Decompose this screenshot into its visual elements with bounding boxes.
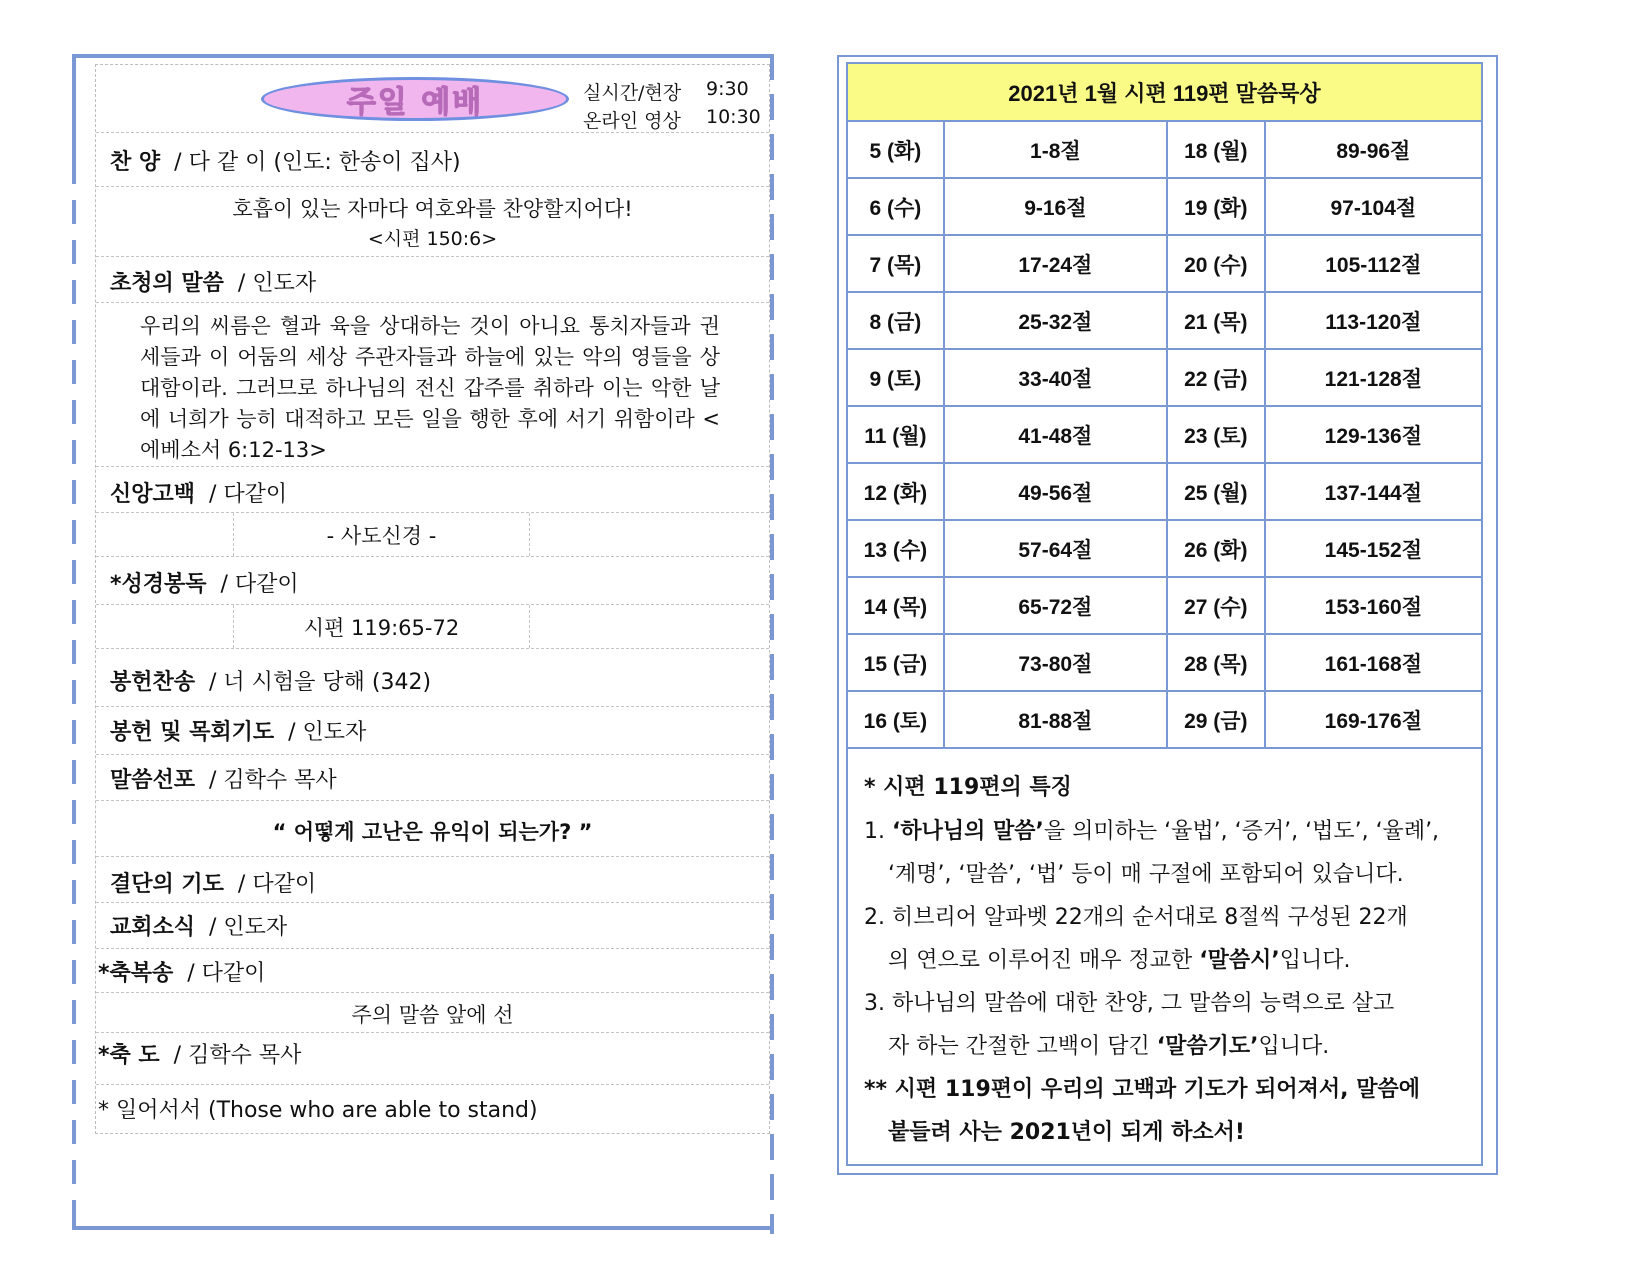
note-3-end: 입니다. [1258, 1034, 1330, 1059]
verse-ref: <시편 150:6> [367, 228, 498, 250]
verses-cell: 41-48절 [944, 406, 1167, 463]
item-detail: / 김학수 목사 [209, 768, 337, 793]
order-item-creed [96, 513, 769, 557]
verses-cell: 57-64절 [944, 520, 1167, 577]
worship-panel-edge [770, 54, 774, 1234]
verses-cell: 161-168절 [1265, 634, 1482, 691]
item-detail: / 너 시험을 당해 (342) [209, 670, 432, 695]
day-cell: 18 (월) [1167, 121, 1265, 178]
order-item-praise [96, 133, 769, 187]
day-cell: 11 (월) [847, 406, 944, 463]
item-detail: / 인도자 [237, 271, 317, 296]
notes-title: * 시편 119편의 특징 [864, 775, 1072, 800]
order-item-decision-prayer [96, 857, 769, 903]
item-name: *축 도 [98, 1043, 160, 1068]
order-item-benediction [96, 1033, 769, 1085]
worship-header [96, 65, 769, 133]
order-item-scripture [96, 605, 769, 649]
item-name: 신앙고백 [110, 482, 196, 507]
order-item-sermon [96, 755, 769, 801]
time-label-live: 실시간/현장 [583, 82, 682, 104]
worship-panel-dash-edge [72, 160, 76, 1200]
schedule-body [847, 121, 1482, 748]
day-cell: 28 (목) [1167, 634, 1265, 691]
item-name: 초청의 말씀 [110, 271, 224, 296]
verses-cell: 33-40절 [944, 349, 1167, 406]
verses-cell: 153-160절 [1265, 577, 1482, 634]
worship-order [95, 64, 770, 1134]
item-name: 결단의 기도 [110, 872, 224, 897]
schedule-row [847, 406, 1482, 463]
note-3-line-2 [864, 1025, 1474, 1068]
verses-cell: 49-56절 [944, 463, 1167, 520]
verses-cell: 9-16절 [944, 178, 1167, 235]
schedule-row [847, 121, 1482, 178]
verse-text: 호흡이 있는 자마다 여호와를 찬양할지어다! [232, 197, 633, 221]
order-item-offering-prayer [96, 707, 769, 755]
item-name: 봉헌찬송 [110, 670, 196, 695]
note-2-line-2 [864, 939, 1474, 982]
schedule-row [847, 463, 1482, 520]
note-1-number: 1. [864, 819, 885, 844]
schedule-row [847, 577, 1482, 634]
item-detail: / 인도자 [209, 915, 288, 940]
day-cell: 8 (금) [847, 292, 944, 349]
verses-cell: 81-88절 [944, 691, 1167, 748]
day-cell: 9 (토) [847, 349, 944, 406]
schedule-title: 2021년 1월 시편 119편 말씀묵상 [847, 63, 1482, 121]
day-cell: 14 (목) [847, 577, 944, 634]
scripture-ref: 시편 119:65-72 [233, 605, 530, 648]
item-detail: / 인도자 [288, 720, 367, 745]
note-1-line-2: ‘계명’, ‘말씀’, ‘법’ 등이 매 구절에 포함되어 있습니다. [888, 862, 1404, 887]
order-item-verse [96, 187, 769, 257]
closing-prayer-line-2: 붙들려 사는 2021년이 되게 하소서! [888, 1120, 1245, 1145]
day-cell: 26 (화) [1167, 520, 1265, 577]
schedule-row [847, 691, 1482, 748]
item-name: 찬 양 [110, 150, 161, 175]
verses-cell: 145-152절 [1265, 520, 1482, 577]
item-name: *축복송 [98, 961, 174, 986]
order-item-reading [96, 557, 769, 605]
order-item-announcements [96, 903, 769, 949]
verses-cell: 1-8절 [944, 121, 1167, 178]
order-footnote [96, 1085, 769, 1133]
verses-cell: 25-32절 [944, 292, 1167, 349]
schedule-row [847, 178, 1482, 235]
verses-cell: 89-96절 [1265, 121, 1482, 178]
schedule-row [847, 634, 1482, 691]
verses-cell: 137-144절 [1265, 463, 1482, 520]
note-1-bold: ‘하나님의 말씀’ [892, 819, 1044, 844]
day-cell: 12 (화) [847, 463, 944, 520]
verses-cell: 73-80절 [944, 634, 1167, 691]
day-cell: 29 (금) [1167, 691, 1265, 748]
verses-cell: 17-24절 [944, 235, 1167, 292]
creed-name: - 사도신경 - [233, 513, 530, 556]
day-cell: 19 (화) [1167, 178, 1265, 235]
note-1-line-1 [864, 810, 1474, 853]
psalm-notes [864, 770, 1474, 1154]
day-cell: 15 (금) [847, 634, 944, 691]
note-1-text: 을 의미하는 ‘율법’, ‘증거’, ‘법도’, ‘율례’, [1043, 819, 1440, 844]
schedule-row [847, 235, 1482, 292]
note-3-bold: ‘말씀기도’ [1156, 1034, 1259, 1059]
order-item-offering-hymn [96, 649, 769, 707]
day-cell: 23 (토) [1167, 406, 1265, 463]
note-2-end: 입니다. [1279, 948, 1351, 973]
item-detail: / 다같이 [187, 961, 266, 986]
note-3-line-1: 3. 하나님의 말씀에 대한 찬양, 그 말씀의 능력으로 살고 [864, 991, 1395, 1016]
order-item-song-title [96, 993, 769, 1033]
time-label-online: 온라인 영상 [583, 110, 681, 132]
order-item-blessing-song [96, 949, 769, 993]
day-cell: 13 (수) [847, 520, 944, 577]
verses-cell: 65-72절 [944, 577, 1167, 634]
verses-cell: 169-176절 [1265, 691, 1482, 748]
day-cell: 7 (목) [847, 235, 944, 292]
item-detail: / 다같이 [209, 482, 288, 507]
sermon-title: “ 어떻게 고난은 유익이 되는가? ” [272, 820, 593, 844]
schedule-row [847, 349, 1482, 406]
verses-cell: 129-136절 [1265, 406, 1482, 463]
order-item-invitation [96, 257, 769, 303]
stand-footnote: * 일어서서 (Those who are able to stand) [98, 1098, 538, 1123]
day-cell: 6 (수) [847, 178, 944, 235]
day-cell: 27 (수) [1167, 577, 1265, 634]
day-cell: 5 (화) [847, 121, 944, 178]
order-item-confession [96, 467, 769, 513]
blessing-song-title: 주의 말씀 앞에 선 [351, 1003, 514, 1027]
item-name: 교회소식 [110, 915, 196, 940]
item-name: 말씀선포 [110, 768, 196, 793]
worship-title: 주일 예배 [346, 85, 484, 120]
day-cell: 22 (금) [1167, 349, 1265, 406]
item-detail: / 다같이 [220, 572, 299, 597]
order-item-passage [96, 303, 769, 467]
note-3-text: 자 하는 간절한 고백이 담긴 [888, 1034, 1157, 1059]
item-name: *성경봉독 [110, 572, 207, 597]
day-cell: 25 (월) [1167, 463, 1265, 520]
day-cell: 21 (목) [1167, 292, 1265, 349]
item-name: 봉헌 및 목회기도 [110, 720, 275, 745]
note-2-line-1: 2. 히브리어 알파벳 22개의 순서대로 8절씩 구성된 22개 [864, 905, 1408, 930]
order-item-sermon-title [96, 801, 769, 857]
worship-title-badge [261, 77, 569, 121]
item-detail: / 다 같 이 (인도: 한송이 집사) [174, 150, 461, 175]
day-cell: 20 (수) [1167, 235, 1265, 292]
verses-cell: 97-104절 [1265, 178, 1482, 235]
note-2-text: 의 연으로 이루어진 매우 정교한 [888, 948, 1200, 973]
invitation-passage: 우리의 씨름은 혈과 육을 상대하는 것이 아니요 통치자들과 권세들과 이 어둠의 세상 주관자들과 하늘에 있는 악의 영들을 상대함이라. 그러므로 하나님의 전신 갑주를 취하라 이는 악한 날에 너희가 능히 대적하고 모든 일을 행한 후에 서기 위함이라 <에베소서 6:12-13> [140, 314, 720, 462]
verses-cell: 121-128절 [1265, 349, 1482, 406]
item-detail: / 다같이 [237, 872, 317, 897]
time-value-online: 10:30 [706, 106, 761, 128]
verses-cell: 105-112절 [1265, 235, 1482, 292]
time-value-live: 9:30 [706, 78, 749, 100]
day-cell: 16 (토) [847, 691, 944, 748]
closing-prayer-line-1: ** 시편 119편이 우리의 고백과 기도가 되어져서, 말씀에 [864, 1077, 1420, 1102]
item-detail: / 김학수 목사 [173, 1043, 302, 1068]
schedule-row [847, 292, 1482, 349]
schedule-row [847, 520, 1482, 577]
meditation-schedule-table [846, 62, 1483, 749]
verses-cell: 113-120절 [1265, 292, 1482, 349]
note-2-bold: ‘말씀시’ [1199, 948, 1280, 973]
